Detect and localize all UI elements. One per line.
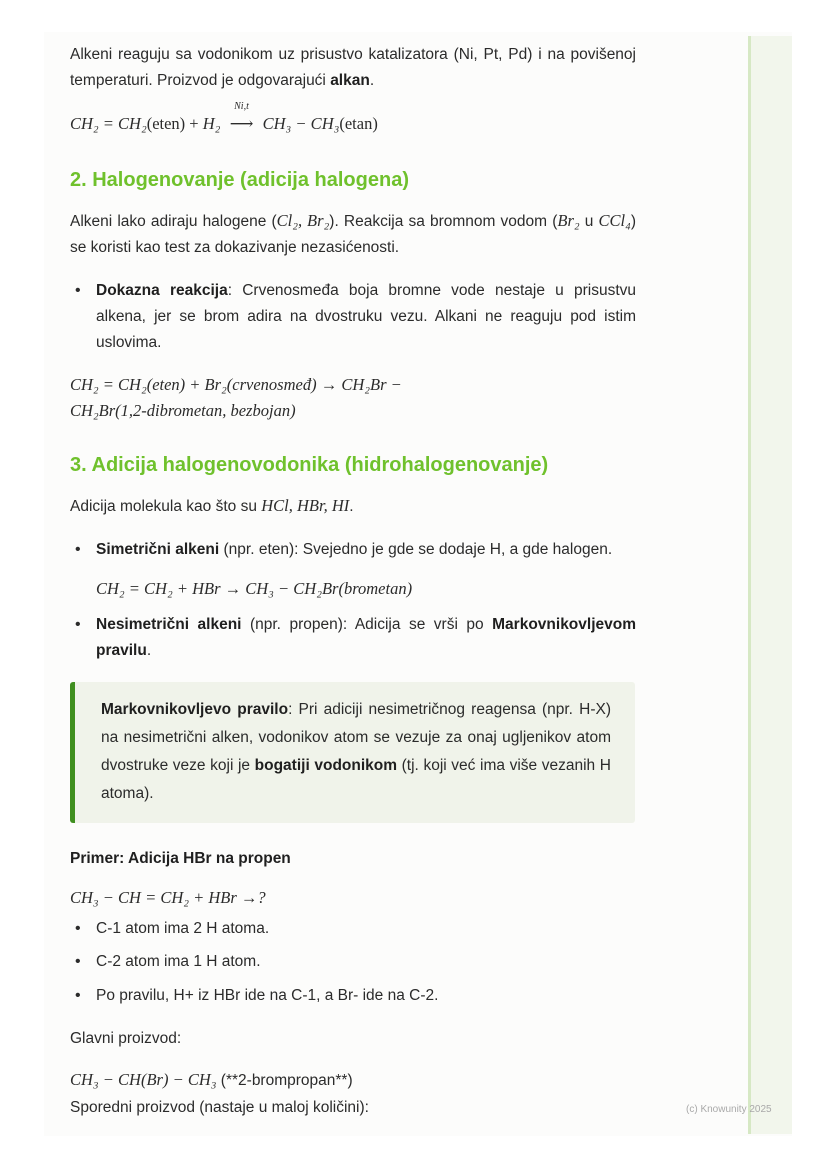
main-product-label-text: Glavni proizvod: — [70, 1030, 182, 1047]
s3-intro-text: Adicija molekula kao što su — [70, 498, 262, 515]
equation-hydrogenation — [70, 101, 636, 134]
symmetric-bold: Simetrični alkeni — [96, 541, 220, 558]
eq1-h2: H₂ — [202, 114, 221, 133]
side-product-label-text: Sporedni proizvod (nastaje u maloj količini): — [70, 1099, 369, 1116]
hydrohalogenation-intro — [70, 493, 636, 520]
s2-text-a: Alkeni lako adiraju halogene ( — [70, 213, 277, 230]
s3-intro-end: . — [349, 498, 354, 515]
copyright-footer: (c) Knowunity 2025 — [686, 1104, 772, 1115]
equation-bromination — [70, 372, 636, 424]
main-product-eq: CH₃ − CH(Br) − CH₃ — [70, 1070, 217, 1089]
main-product-name: (**2-brompropan**) — [216, 1072, 353, 1089]
s2-text-d: ) se koristi kao test za dokazivanje nezasićenosti. — [70, 213, 637, 256]
halogenation-paragraph — [70, 208, 636, 261]
example-title-text: Primer: Adicija HBr na propen — [70, 850, 291, 867]
main-product-equation — [70, 1070, 636, 1090]
catalyst-label: Ni,t — [234, 101, 249, 112]
eq1-right: CH₃ − CH₃ — [258, 114, 340, 133]
s2-math-halogens: Cl₂, Br₂ — [276, 211, 330, 230]
section-heading-hydrohalogenation: 3. Adicija halogenovodonika (hidrohalogenovanje) — [70, 454, 549, 476]
s2-text-c: u — [579, 213, 599, 230]
intro-end: . — [369, 72, 375, 89]
main-product-label — [70, 1026, 636, 1052]
proof-reaction-bold: Dokazna reakcija — [96, 282, 228, 299]
list-item-c2: • C-2 atom ima 1 H atom. — [70, 949, 636, 975]
list-item-proof-reaction — [70, 278, 636, 356]
callout-title: Markovnikovljevo pravilo — [101, 701, 289, 718]
list-item-rule-application: • Po pravilu, H+ iz HBr ide na C-1, a Br- ide na C-2. — [70, 983, 636, 1009]
symmetric-eq: CH₂ = CH₂ + HBr → CH₃ − CH₂Br(brometan) — [96, 579, 413, 598]
eq1-left-note: (eten) + — [146, 114, 203, 133]
intro-paragraph — [70, 42, 636, 94]
list-item-asymmetric — [70, 612, 636, 664]
intro-bold: alkan — [330, 72, 370, 89]
symmetric-text: (npr. eten): Svejedno je gde se dodaje H, a gde halogen. — [219, 541, 613, 558]
propene-eq: CH₃ − CH = CH₂ + HBr →? — [70, 888, 266, 907]
example-title — [70, 846, 636, 872]
list-item-c1: • C-1 atom ima 2 H atoma. — [70, 916, 636, 942]
section-heading-halogenation: 2. Halogenovanje (adicija halogena) — [70, 169, 409, 191]
callout-text: : Pri adiciji nesimetričnog reagensa (npr. H-X) na nesimetrični alken, vodonikov atom se vezuje za onaj ugljenikov atom dvostruke veze koji je — [101, 701, 611, 774]
equation-propene — [70, 888, 636, 908]
proof-reaction-text: : Crvenosmeđa boja bromne vode nestaje u prisustvu alkena, jer se brom adira na dvostruku vezu. Alkani ne reaguju pod istim uslovima. — [96, 282, 636, 351]
asymmetric-bold: Nesimetrični alkeni — [96, 616, 242, 633]
catalyst-arrow — [225, 101, 259, 134]
list-item-symmetric — [70, 537, 636, 563]
arrow-icon: ⟶ — [229, 114, 254, 133]
callout-text-end: (tj. koji već ima više vezanih H atoma). — [101, 757, 611, 802]
bromination-eq-line1: CH₂ = CH₂(eten) + Br₂(crvenosmeđ) → CH₂Br − — [70, 375, 402, 394]
s2-math-ccl4: CCl₄ — [598, 211, 631, 230]
bromination-eq-line2: CH₂Br(1,2-dibrometan, bezbojan) — [70, 401, 296, 420]
side-product-label — [70, 1095, 636, 1121]
eq1-right-note: (etan) — [339, 114, 378, 133]
asymmetric-text: (npr. propen): Adicija se vrši po — [241, 616, 493, 633]
s2-math-br2: Br₂ — [557, 211, 580, 230]
equation-symmetric — [96, 579, 662, 599]
eq1-left: CH₂ = CH₂ — [70, 114, 147, 133]
callout-bold-2: bogatiji vodonikom — [254, 757, 398, 774]
s2-text-b: ). Reakcija sa bromnom vodom ( — [329, 213, 558, 230]
intro-text: Alkeni reaguju sa vodonikom uz prisustvo katalizatora (Ni, Pt, Pd) i na povišenoj temperaturi. Proizvod je odgovarajući — [70, 46, 636, 89]
callout-markovnikov-rule — [70, 682, 635, 823]
markovnikov-rule-bold: Markovnikovljevom pravilu — [96, 616, 636, 659]
sidebar-strip — [748, 36, 792, 1134]
s3-intro-math: HCl, HBr, HI — [261, 496, 350, 515]
asymmetric-end: . — [146, 642, 152, 659]
